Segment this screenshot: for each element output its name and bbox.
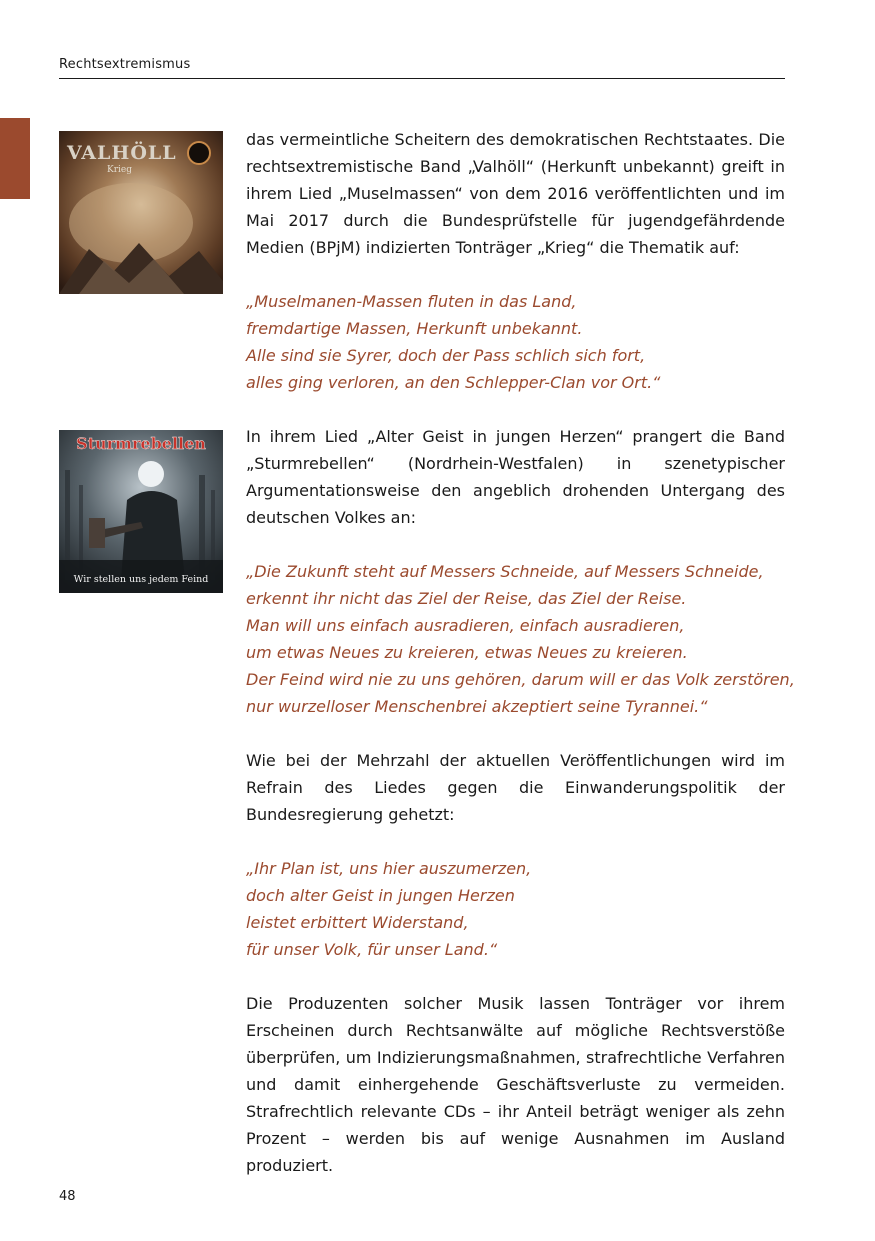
running-head: Rechtsextremismus	[59, 57, 191, 72]
lyric-quote-1	[246, 288, 785, 396]
quote-line: für unser Volk, für unser Land.“	[246, 940, 498, 959]
paragraph-sturmrebellen: In ihrem Lied „Alter Geist in jungen Herzen“ prangert die Band „Sturmrebellen“ (Nordrhein-Westfalen) in szenetypischer Argumentationsweise den angeblich drohenden Untergang des deutschen Volkes an:	[246, 427, 785, 527]
quote-line: nur wurzelloser Menschenbrei akzeptiert seine Tyrannei.“	[246, 697, 708, 716]
quote-line: Alle sind sie Syrer, doch der Pass schlich sich fort,	[246, 346, 646, 365]
quote-line: alles ging verloren, an den Schlepper-Clan vor Ort.“	[246, 373, 661, 392]
paragraph-refrain: Wie bei der Mehrzahl der aktuellen Veröffentlichungen wird im Refrain des Liedes gegen die Einwanderungspolitik der Bundesregierung gehetzt:	[246, 751, 785, 824]
paragraph-producers: Die Produzenten solcher Musik lassen Tonträger vor ihrem Erscheinen durch Rechtsanwälte auf mögliche Rechtsverstöße überprüfen, um Indizierungsmaßnahmen, strafrechtliche Verfahren und damit einhergehende Geschäftsverluste zu vermeiden. Strafrechtlich relevante CDs – ihr Anteil beträgt weniger als zehn Prozent – werden bis auf wenige Ausnahmen im Ausland produziert.	[246, 994, 785, 1175]
quote-line: erkennt ihr nicht das Ziel der Reise, das Ziel der Reise.	[246, 589, 687, 608]
cover-title-text: Sturmrebellen	[76, 434, 206, 453]
album-cover-sturmrebellen	[59, 430, 223, 593]
paragraph-intro: das vermeintliche Scheitern des demokratischen Rechtstaates. Die rechtsextremistische Band „Valhöll“ (Herkunft unbekannt) greift in ihrem Lied „Muselmassen“ von dem 2016 veröffentlichten und im Mai 2017 durch die Bundesprüfstelle für jugendgefährdende Medien (BPjM) indizierten Tonträger „Krieg“ die Thematik auf:	[246, 130, 785, 257]
quote-line: Der Feind wird nie zu uns gehören, darum will er das Volk zerstören,	[246, 670, 795, 689]
album-cover-valhoell	[59, 131, 223, 294]
quote-line: fremdartige Massen, Herkunft unbekannt.	[246, 319, 583, 338]
quote-line: „Muselmanen-Massen fluten in das Land,	[246, 292, 577, 311]
quote-line: „Ihr Plan ist, uns hier auszumerzen,	[246, 859, 532, 878]
quote-line: „Die Zukunft steht auf Messers Schneide, auf Messers Schneide,	[246, 562, 764, 581]
quote-line: leistet erbittert Widerstand,	[246, 913, 469, 932]
lyric-quote-3	[246, 855, 785, 963]
cover-subtitle-text: Krieg	[107, 165, 132, 175]
lyric-quote-2	[246, 558, 795, 720]
cover-title-text: VALHÖLL	[67, 142, 177, 164]
chapter-tab-marker	[0, 118, 30, 199]
quote-line: Man will uns einfach ausradieren, einfach ausradieren,	[246, 616, 685, 635]
cover-subtitle-text: Wir stellen uns jedem Feind	[73, 574, 209, 585]
quote-line: doch alter Geist in jungen Herzen	[246, 886, 515, 905]
page-number: 48	[59, 1189, 76, 1204]
quote-line: um etwas Neues zu kreieren, etwas Neues zu kreieren.	[246, 643, 688, 662]
header-rule	[59, 78, 785, 79]
